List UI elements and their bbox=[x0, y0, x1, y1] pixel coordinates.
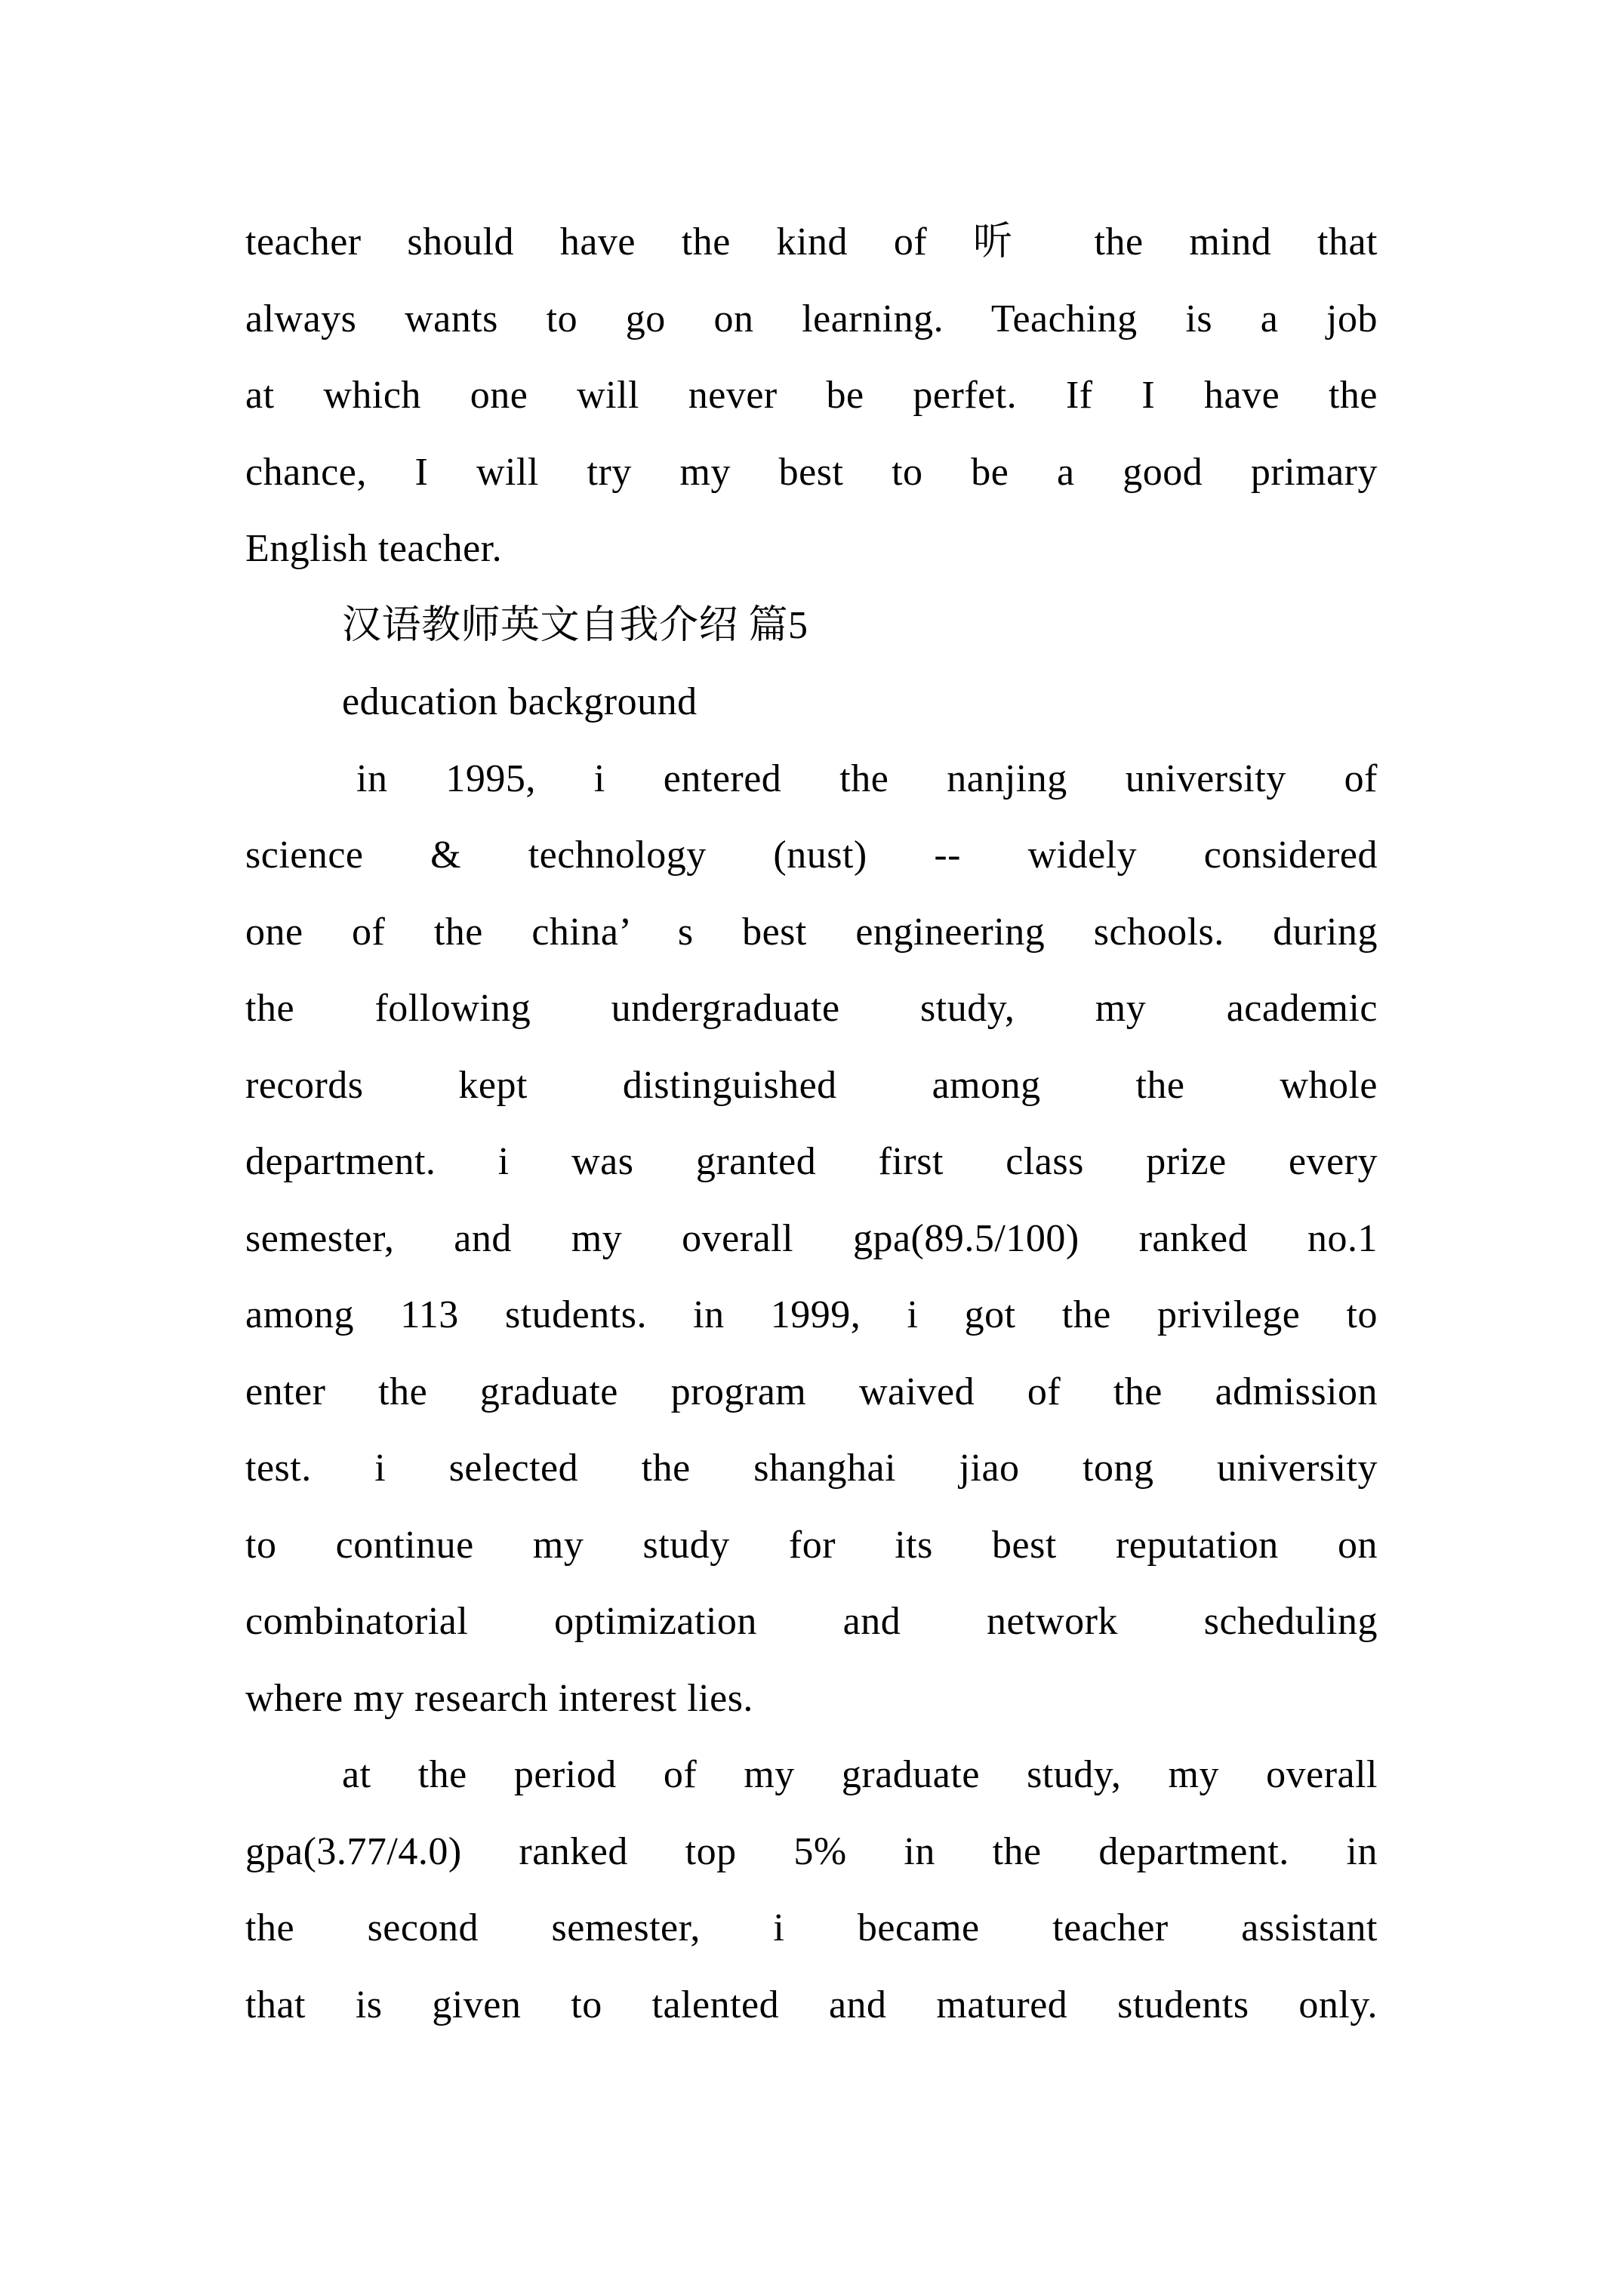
text-line: one of the china’ s best engineering schools. during bbox=[245, 910, 1378, 954]
text-line: among 113 students. in 1999, i got the privilege to bbox=[245, 1293, 1378, 1336]
text-line: chance, I will try my best to be a good primary bbox=[245, 450, 1378, 494]
section-heading: 汉语教师英文自我介绍 篇5 bbox=[342, 603, 808, 647]
text-line: at which one will never be perfet. If I have the bbox=[245, 374, 1378, 417]
text-line: that is given to talented and matured students only. bbox=[245, 1983, 1378, 2026]
text-line: teacher should have the kind of 听 the mind that bbox=[245, 220, 1378, 264]
text-line: the second semester, i became teacher assistant bbox=[245, 1906, 1378, 1949]
text-line: the following undergraduate study, my academic bbox=[245, 987, 1378, 1030]
text-line: to continue my study for its best reputation on bbox=[245, 1523, 1378, 1567]
paragraph-3 bbox=[245, 1737, 1378, 2043]
text-line: where my research interest lies. bbox=[245, 1676, 753, 1720]
text-line: gpa(3.77/4.0) ranked top 5% in the department. in bbox=[245, 1829, 1378, 1873]
text-line: always wants to go on learning. Teaching is a job bbox=[245, 297, 1378, 341]
text-line: enter the graduate program waived of the admission bbox=[245, 1370, 1378, 1413]
text-line: science & technology (nust) -- widely considered bbox=[245, 834, 1378, 877]
paragraph-2 bbox=[245, 741, 1378, 1737]
text-line: test. i selected the shanghai jiao tong university bbox=[245, 1447, 1378, 1490]
document-text-block bbox=[245, 204, 1378, 2043]
text-line: at the period of my graduate study, my overall bbox=[342, 1753, 1378, 1796]
text-line: combinatorial optimization and network scheduling bbox=[245, 1600, 1378, 1643]
paragraph-1 bbox=[245, 204, 1378, 587]
text-line: English teacher. bbox=[245, 527, 503, 570]
sub-heading: education background bbox=[342, 680, 698, 723]
text-line: in 1995, i entered the nanjing university of bbox=[356, 757, 1378, 800]
text-line: semester, and my overall gpa(89.5/100) ranked no.1 bbox=[245, 1216, 1378, 1260]
text-line: department. i was granted first class prize every bbox=[245, 1140, 1378, 1183]
text-line: records kept distinguished among the whole bbox=[245, 1063, 1378, 1107]
